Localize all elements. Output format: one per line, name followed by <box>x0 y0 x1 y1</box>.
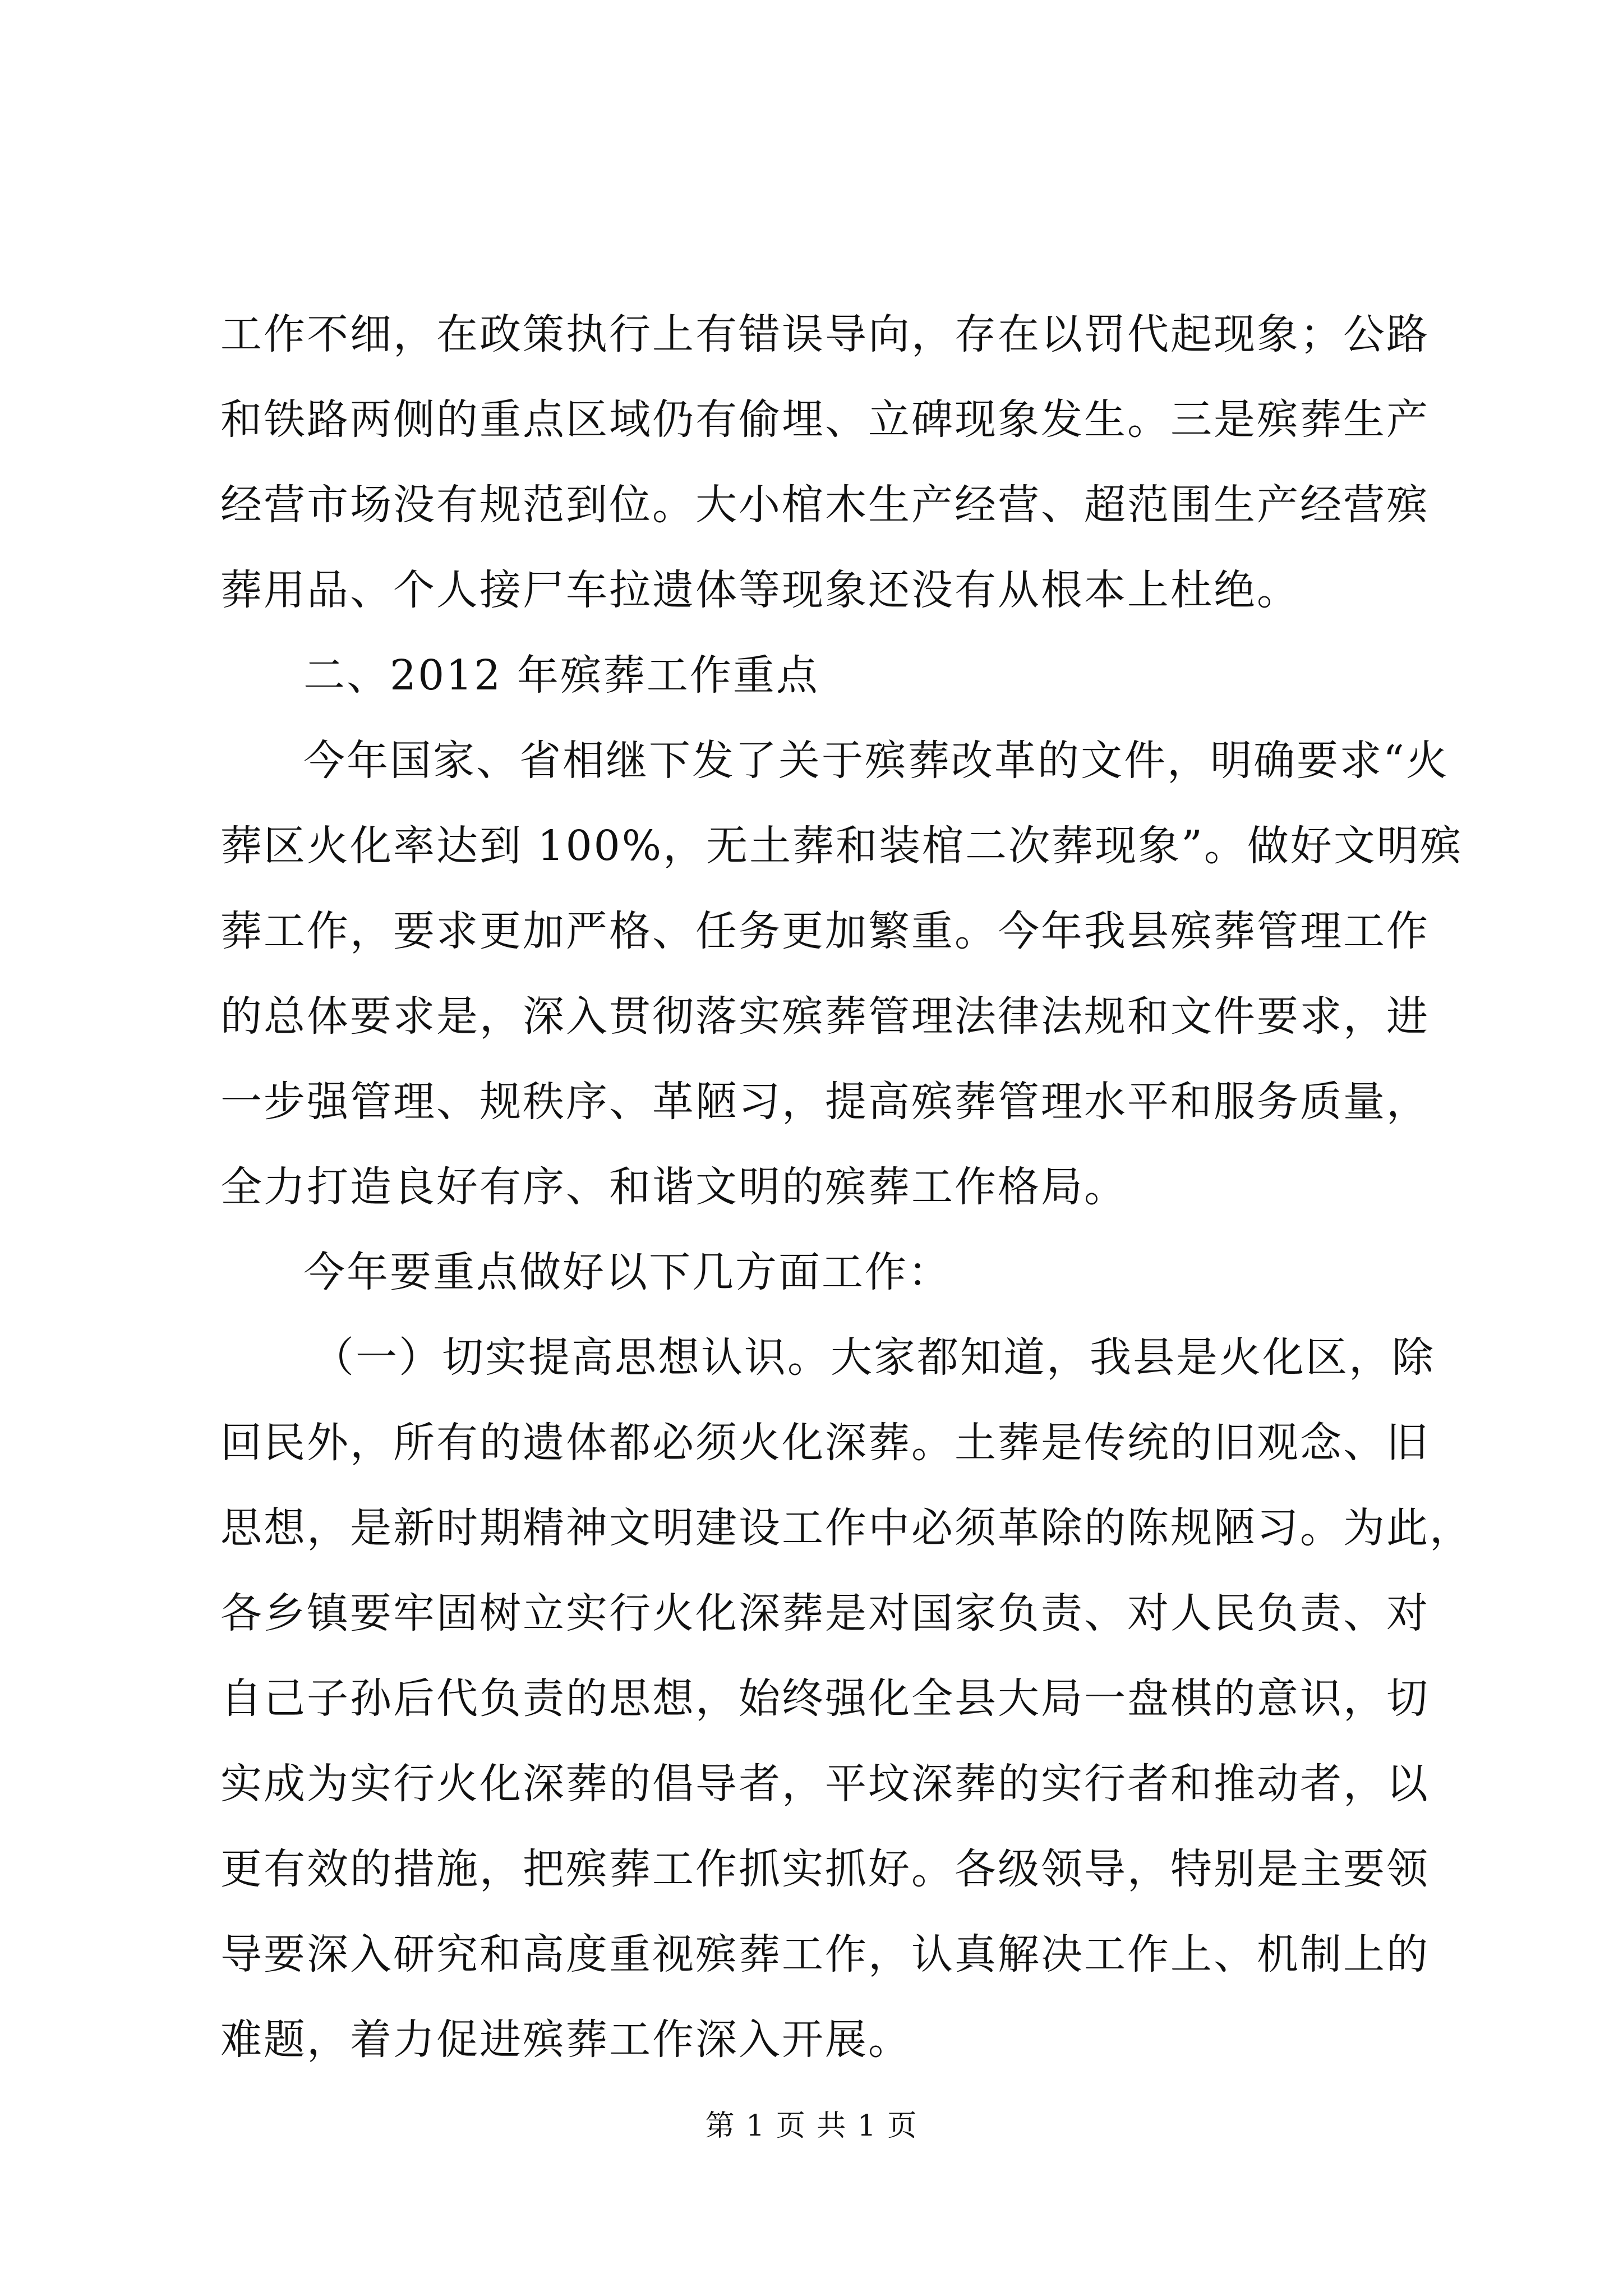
text-line: 今年国家、省相继下发了关于殡葬改革的文件，明确要求“火 <box>303 737 1449 785</box>
text-line: 导要深入研究和高度重视殡葬工作，认真解决工作上、机制上的 <box>220 1930 1430 1978</box>
text-line: 回民外，所有的遗体都必须火化深葬。土葬是传统的旧观念、旧 <box>220 1419 1430 1467</box>
subsection-heading: （一）切实提高思想认识。大家都知道，我县是火化区，除 <box>312 1333 1435 1382</box>
document-body <box>220 292 1473 2082</box>
text-line: 葬区火化率达到 100%，无土葬和装棺二次葬现象”。做好文明殡 <box>220 822 1463 870</box>
text-line: 经营市场没有规范到位。大小棺木生产经营、超范围生产经营殡 <box>220 481 1430 529</box>
section-heading: 二、2012 年殡葬工作重点 <box>303 651 819 700</box>
text-line: 葬工作，要求更加严格、任务更加繁重。今年我县殡葬管理工作 <box>220 907 1430 955</box>
page-footer: 第 1 页 共 1 页 <box>705 2109 918 2143</box>
text-line: 自己子孙后代负责的思想，始终强化全县大局一盘棋的意识，切 <box>220 1674 1430 1723</box>
text-line: 和铁路两侧的重点区域仍有偷埋、立碑现象发生。三是殡葬生产 <box>220 395 1430 444</box>
text-line: 的总体要求是，深入贯彻落实殡葬管理法律法规和文件要求，进 <box>220 992 1430 1041</box>
text-line: 一步强管理、规秩序、革陋习，提高殡葬管理水平和服务质量， <box>220 1078 1430 1126</box>
text-line: 全力打造良好有序、和谐文明的殡葬工作格局。 <box>220 1163 1127 1211</box>
text-line: 更有效的措施，把殡葬工作抓实抓好。各级领导，特别是主要领 <box>220 1845 1430 1893</box>
text-line: 实成为实行火化深葬的倡导者，平坟深葬的实行者和推动者，以 <box>220 1760 1430 1808</box>
text-line: 今年要重点做好以下几方面工作： <box>303 1248 951 1296</box>
text-line: 难题，着力促进殡葬工作深入开展。 <box>220 2016 911 2064</box>
text-line: 葬用品、个人接尸车拉遗体等现象还没有从根本上杜绝。 <box>220 566 1300 614</box>
text-line: 各乡镇要牢固树立实行火化深葬是对国家负责、对人民负责、对 <box>220 1589 1430 1637</box>
text-line: 工作不细，在政策执行上有错误导向，存在以罚代起现象；公路 <box>220 310 1430 358</box>
text-line: 思想，是新时期精神文明建设工作中必须革除的陈规陋习。为此， <box>220 1504 1473 1552</box>
